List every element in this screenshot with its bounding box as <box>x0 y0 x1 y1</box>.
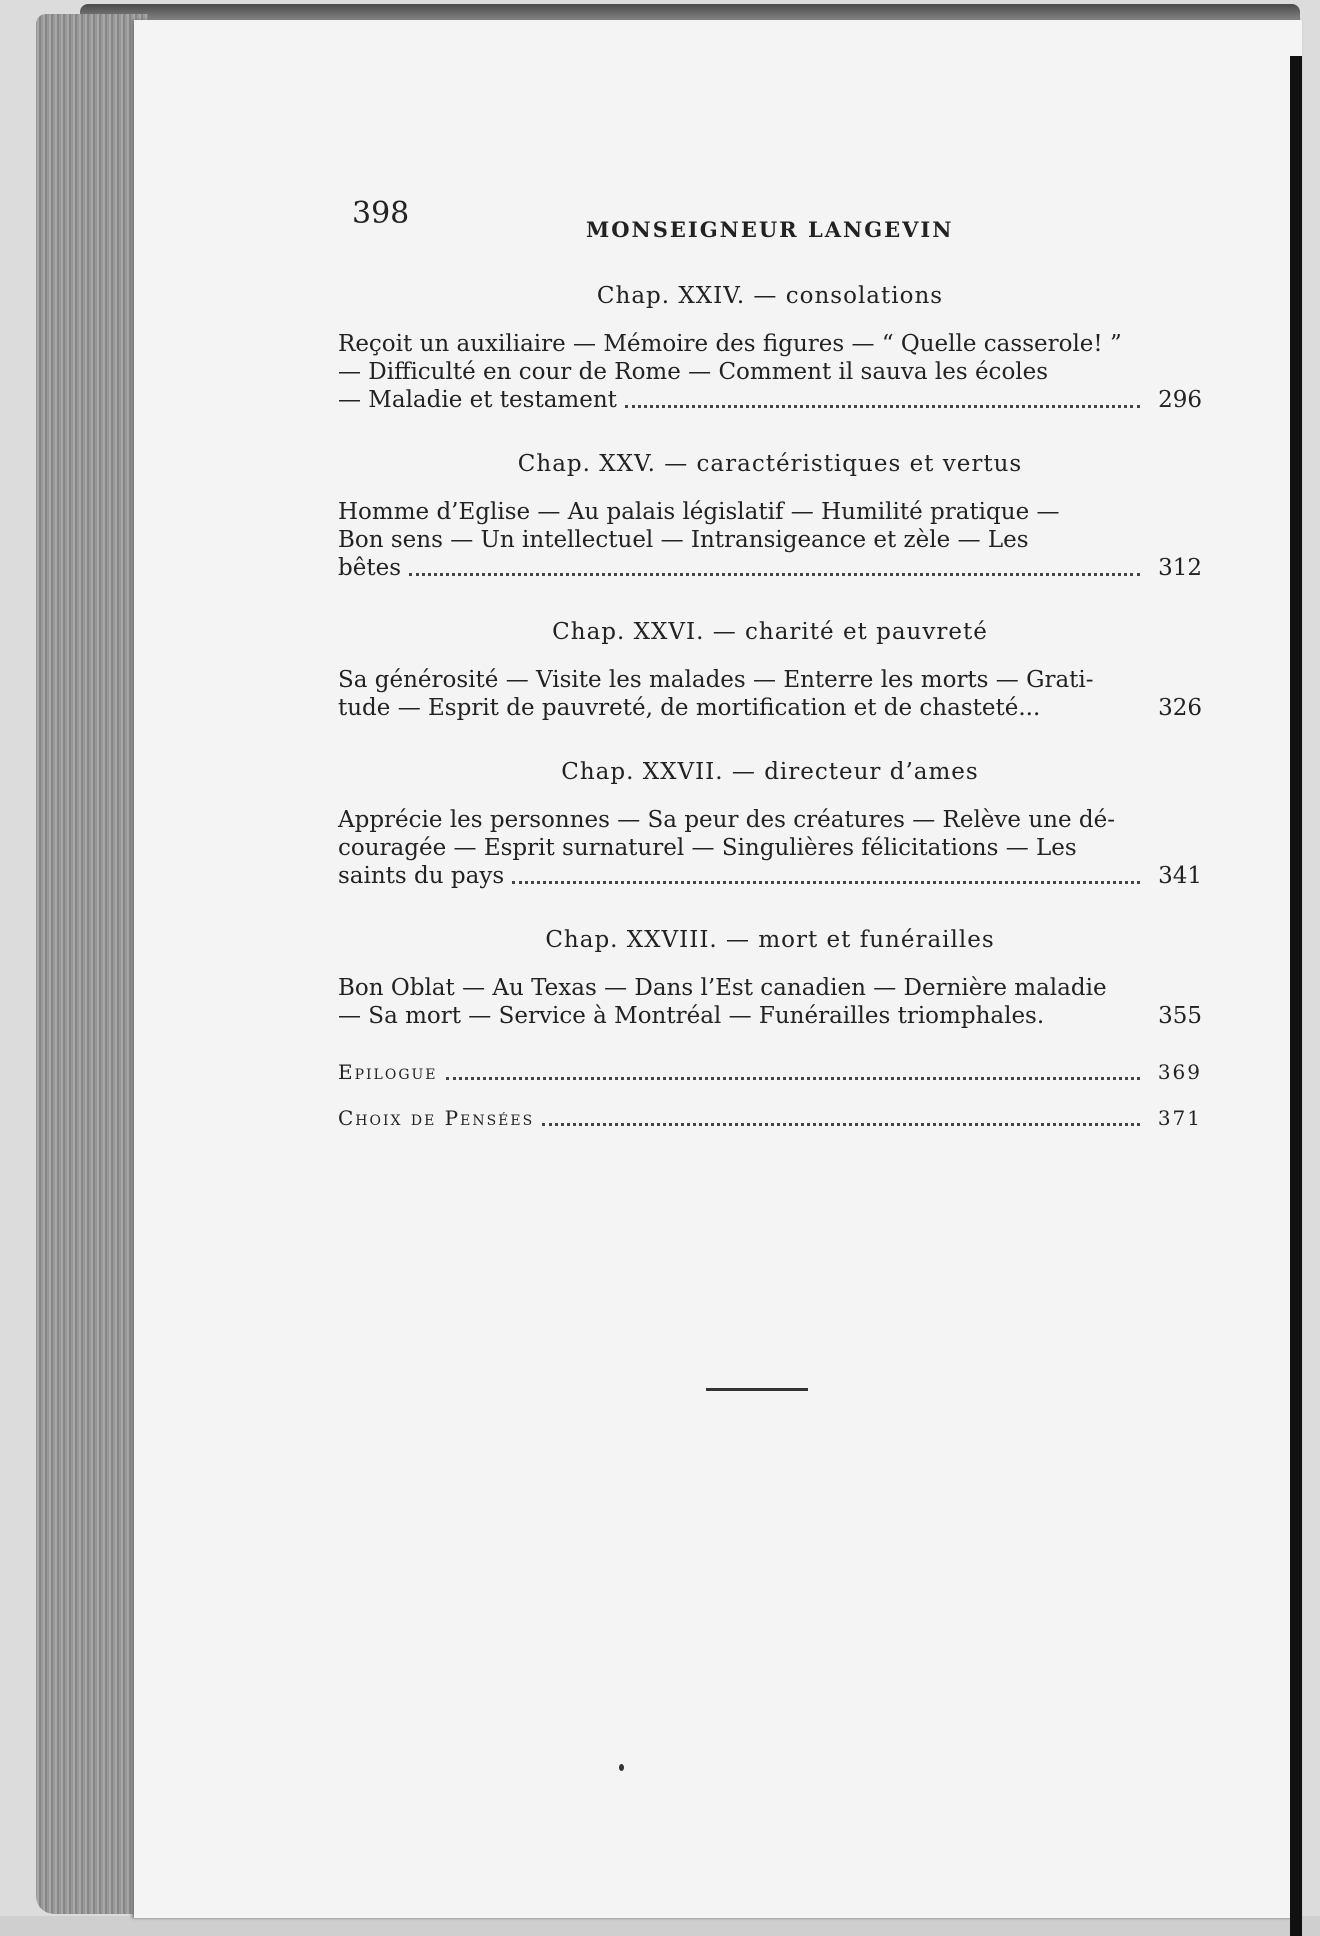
entry-page-number: 296 <box>1158 387 1202 413</box>
entry-page-number: 312 <box>1158 555 1202 581</box>
entry-label: Epilogue <box>338 1060 438 1084</box>
entry-line: couragée — Esprit surnaturel — Singulières félicitations — Les <box>338 835 1077 861</box>
toc-entry-epilogue <box>338 1058 1202 1086</box>
entry-line: Bon Oblat — Au Texas — Dans l’Est canadien — Dernière maladie <box>338 975 1107 1001</box>
chapter-heading: Chap. XXIV. — consolations <box>596 283 944 309</box>
entry-page-number: 371 <box>1157 1106 1202 1130</box>
entry-line: — Sa mort — Service à Montréal — Funérailles triomphales. <box>338 1003 1045 1029</box>
entry-line: — Maladie et testament <box>338 387 617 413</box>
entry-line: Homme d’Eglise — Au palais législatif — Humilité pratique — <box>338 499 1060 525</box>
entry-page-number: 341 <box>1158 863 1202 889</box>
ink-speck <box>619 1764 624 1771</box>
entry-line: saints du pays <box>338 863 505 889</box>
dot-leader <box>542 1122 1140 1126</box>
page-number: 398 <box>352 196 410 231</box>
toc-chapter <box>338 282 1202 414</box>
toc-entry-choix-de-pensees <box>338 1104 1202 1132</box>
chapter-heading: Chap. XXVII. — directeur d’ames <box>561 759 979 785</box>
toc-entry <box>338 330 1202 414</box>
entry-line: Reçoit un auxiliaire — Mémoire des figures — “ Quelle casserole! ” <box>338 331 1122 357</box>
page-right-shadow <box>1290 56 1302 1936</box>
entry-page-number: 369 <box>1157 1060 1202 1084</box>
chapter-heading: Chap. XXVI. — charité et pauvreté <box>552 619 988 645</box>
background-strip <box>0 1916 1320 1936</box>
entry-line: tude — Esprit de pauvreté, de mortification et de chasteté... <box>338 695 1041 721</box>
toc-chapter <box>338 758 1202 890</box>
dot-leader <box>409 572 1140 576</box>
toc-chapter <box>338 618 1202 722</box>
dot-leader <box>512 880 1140 884</box>
dot-leader <box>625 404 1140 408</box>
entry-label: Choix de Pensées <box>338 1106 535 1130</box>
toc-entry <box>338 974 1202 1030</box>
book-page-edges <box>36 14 148 1914</box>
dot-leader <box>446 1076 1140 1080</box>
chapter-heading: Chap. XXV. — caractéristiques et vertus <box>517 451 1023 477</box>
table-of-contents <box>338 196 1202 1132</box>
entry-line: bêtes <box>338 555 401 581</box>
chapter-heading: Chap. XXVIII. — mort et funérailles <box>545 927 995 953</box>
toc-entry <box>338 806 1202 890</box>
page-header <box>338 196 1202 246</box>
running-head: MONSEIGNEUR LANGEVIN <box>586 217 954 242</box>
toc-chapter <box>338 450 1202 582</box>
toc-chapter <box>338 926 1202 1030</box>
end-rule <box>706 1388 808 1391</box>
entry-page-number: 326 <box>1158 695 1202 721</box>
entry-line: — Difficulté en cour de Rome — Comment il sauva les écoles <box>338 359 1049 385</box>
entry-line: Sa générosité — Visite les malades — Enterre les morts — Grati- <box>338 667 1094 693</box>
toc-entry <box>338 666 1202 722</box>
entry-line: Bon sens — Un intellectuel — Intransigeance et zèle — Les <box>338 527 1029 553</box>
toc-entry <box>338 498 1202 582</box>
entry-line: Apprécie les personnes — Sa peur des créatures — Relève une dé- <box>338 807 1115 833</box>
entry-page-number: 355 <box>1158 1003 1202 1029</box>
